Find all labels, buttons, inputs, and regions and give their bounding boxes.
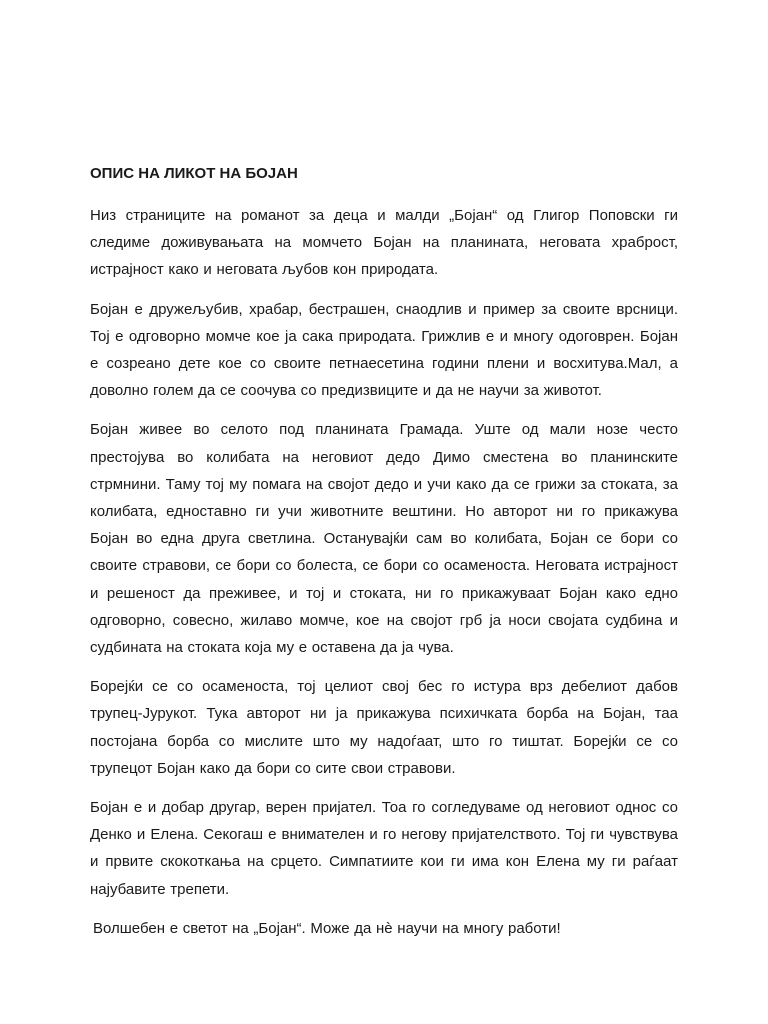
paragraph-friendship: Бојан е и добар другар, верен пријател. Тоа го согледуваме од неговиот однос со Денко и Елена. Секогаш е внимателен и го негову пријателството. Тој ги чувствува и првите скокоткања на срцето. Симпатиите кои ги има кон Елена му ги раѓаат најубавите трепети. (90, 799, 678, 898)
paragraph-conclusion: Волшебен е светот на „Бојан“. Може да нè научи на многу работи! (93, 919, 561, 937)
paragraph-intro: Низ страниците на романот за деца и малди „Бојан“ од Глигор Поповски ги следиме доживувањата на момчето Бојан на планината, неговата храброст, истрајност како и неговата љубов кон природата. (90, 207, 678, 279)
paragraph-loneliness: Борејќи се со осаменоста, тој целиот свој бес го истура врз дебелиот дабов трупец-Јурукот. Тука авторот ни ја прикажува психичката борба на Бојан, таа постојана борба со мислите што му надоѓаат, што го тиштат. Борејќи се со трупецот Бојан како да бори со сите свои стравови. (90, 678, 678, 777)
document-page (90, 164, 678, 954)
paragraph-character-traits: Бојан е дружељубив, храбар, бестрашен, снаодлив и пример за своите врсници. Тој е одговорно момче кое ја сака природата. Грижлив е и многу одоговрен. Бојан е созреано дете кое со своите петнаесетина години плени и восхитува.Мал, а доволно голем да се соочува со предизвиците и да не научи за животот. (90, 300, 678, 400)
paragraph-village-life: Бојан живее во селото под планината Грамада. Уште од мали нозе често престојува во колибата на неговиот дедо Димо сместена во планинските стрмнини. Таму тој му помага на својот дедо и учи како да се грижи за стоката, за колибата, едноставно ги учи животните вештини. Но авторот ни го прикажува Бојан во една друга светлина. Останувајќи сам во колибата, Бојан се бори со своите стравови, се бори со болеста, се бори со осаменоста. Неговата истрајност и решеност да преживее, и тој и стоката, ни го прикажуваат Бојан како едно одговорно, совесно, жилаво момче, кое на својот грб ја носи својата судбина и судбината на стоката која му е оставена да ја чува. (90, 421, 678, 657)
document-title: ОПИС НА ЛИКОТ НА БОЈАН (90, 165, 298, 182)
